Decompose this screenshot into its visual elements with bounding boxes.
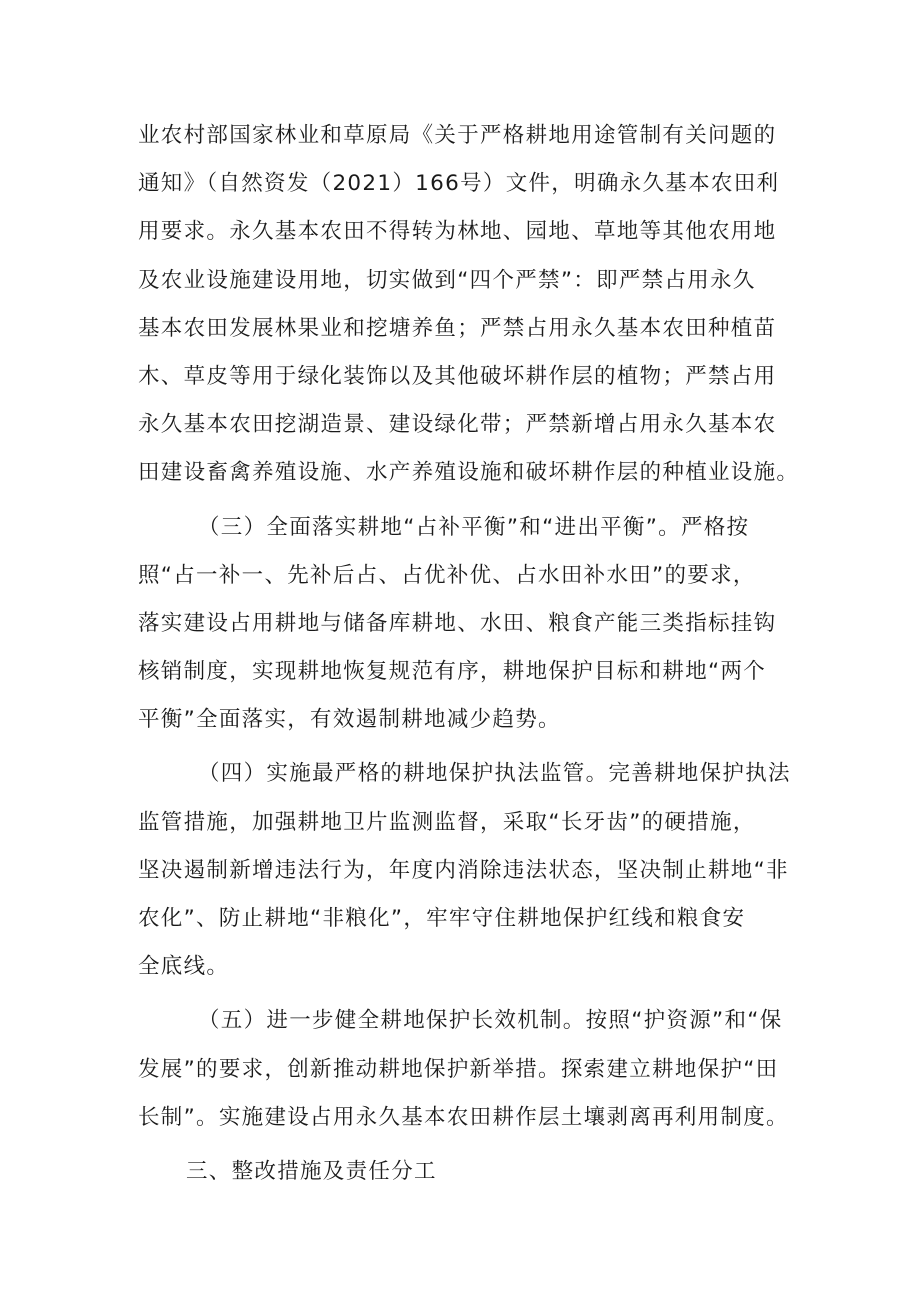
- body-line: 坚决遏制新增违法行为，年度内消除违法状态，坚决制止耕地“非: [138, 857, 789, 883]
- section-5-heading-line: （五）进一步健全耕地保护长效机制。按照“护资源”和“保: [198, 1008, 783, 1034]
- body-line: 用要求。永久基本农田不得转为林地、园地、草地等其他农用地: [138, 219, 777, 245]
- body-line: 木、草皮等用于绿化装饰以及其他破坏耕作层的植物；严禁占用: [138, 363, 777, 389]
- section-3-heading-line: （三）全面落实耕地“占补平衡”和“进出平衡”。严格按: [198, 514, 750, 540]
- chapter-heading: 三、整改措施及责任分工: [186, 1158, 437, 1184]
- body-line: 落实建设占用耕地与储备库耕地、水田、粮食产能三类指标挂钩: [138, 610, 777, 636]
- body-line: 长制”。实施建设占用永久基本农田耕作层土壤剥离再利用制度。: [138, 1104, 789, 1130]
- body-line: 照“占一补一、先补后占、占优补优、占水田补水田”的要求，: [138, 562, 756, 588]
- body-line: 基本农田发展林果业和挖塘养鱼；严禁占用永久基本农田种植苗: [138, 315, 777, 341]
- body-line: 核销制度，实现耕地恢复规范有序，耕地保护目标和耕地“两个: [138, 659, 767, 685]
- section-4-heading-line: （四）实施最严格的耕地保护执法监管。完善耕地保护执法: [198, 761, 791, 787]
- body-line: 通知》（自然资发（2021）166号）文件，明确永久基本农田利: [138, 171, 780, 197]
- body-line: 业农村部国家林业和草原局《关于严格耕地用途管制有关问题的: [138, 123, 777, 148]
- body-line: 全底线。: [138, 954, 230, 980]
- body-line: 及农业设施建设用地，切实做到“四个严禁”：即严禁占用永久: [138, 267, 756, 293]
- body-line: 田建设畜禽养殖设施、水产养殖设施和破坏耕作层的种植业设施。: [138, 460, 800, 486]
- body-line: 农化”、防止耕地“非粮化”，牢牢守住耕地保护红线和粮食安: [138, 906, 746, 931]
- body-line: 发展”的要求，创新推动耕地保护新举措。探索建立耕地保护“田: [138, 1056, 779, 1082]
- document-body: [138, 112, 798, 1196]
- body-line: 平衡”全面落实，有效遏制耕地减少趋势。: [138, 707, 561, 733]
- body-line: 永久基本农田挖湖造景、建设绿化带；严禁新增占用永久基本农: [138, 412, 777, 438]
- body-line: 监管措施，加强耕地卫片监测监督，采取“长牙齿”的硬措施，: [138, 809, 756, 835]
